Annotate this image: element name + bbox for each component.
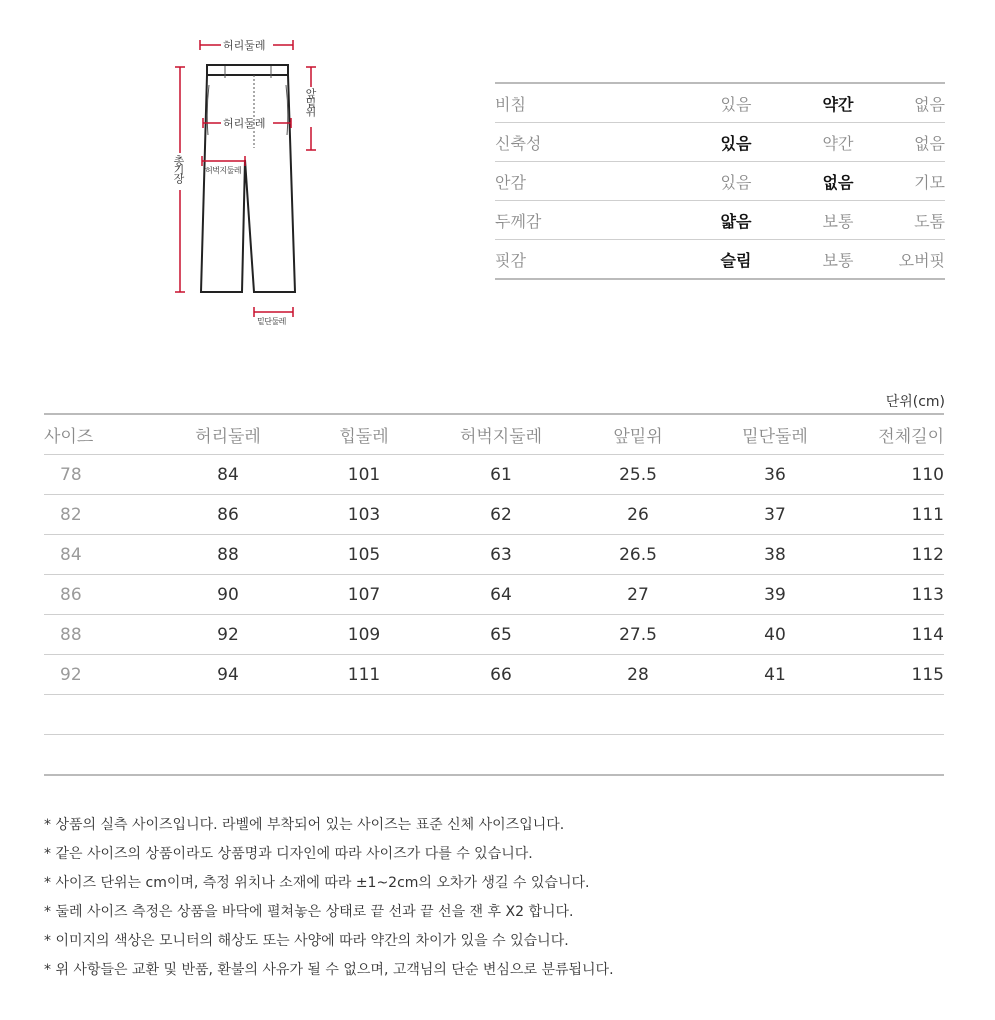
table-cell: 111	[911, 504, 944, 525]
waist-top-label: 허리둘레	[223, 39, 266, 52]
header-cell: 전체길이	[878, 427, 944, 447]
table-cell: 27	[627, 584, 649, 605]
property-row-stretch	[495, 123, 945, 162]
table-cell: 62	[490, 504, 512, 525]
table-cell: 61	[490, 464, 512, 485]
table-row	[44, 495, 944, 535]
property-name: 핏감	[495, 250, 526, 270]
table-cell: 27.5	[619, 624, 657, 645]
property-row-fit	[495, 240, 945, 280]
property-option: 오버핏	[898, 250, 945, 270]
empty-row	[44, 735, 944, 776]
property-name: 비침	[495, 94, 526, 114]
table-cell: 109	[347, 624, 381, 645]
table-cell: 103	[347, 504, 381, 525]
note-item: * 사이즈 단위는 cm이며, 측정 위치나 소재에 따라 ±1~2cm의 오차가 생길 수 있습니다.	[44, 875, 590, 891]
property-option: 없음	[914, 133, 945, 153]
size-cell: 84	[60, 544, 82, 565]
table-cell: 66	[490, 664, 512, 685]
waist-mid-label: 허리둘레	[223, 117, 266, 130]
size-cell: 88	[60, 624, 82, 645]
table-cell: 63	[490, 544, 512, 565]
size-cell: 78	[60, 464, 82, 485]
table-cell: 88	[217, 544, 239, 565]
table-cell: 115	[911, 664, 944, 685]
total-length-label: 총기장	[172, 155, 185, 182]
header-cell: 허리둘레	[195, 427, 261, 447]
note-item: * 상품의 실측 사이즈입니다. 라벨에 부착되어 있는 사이즈는 표준 신체 사이즈입니다.	[44, 817, 565, 833]
table-cell: 25.5	[619, 464, 657, 485]
table-row	[44, 535, 944, 575]
table-cell: 105	[347, 544, 381, 565]
size-table-header	[44, 415, 944, 455]
header-cell: 힙둘레	[339, 427, 389, 447]
property-name: 두께감	[495, 211, 542, 231]
pants-outline-svg	[160, 30, 330, 340]
property-option-selected: 약간	[822, 94, 854, 114]
property-option: 없음	[914, 94, 945, 114]
table-row	[44, 575, 944, 615]
property-row-lining	[495, 162, 945, 201]
size-cell: 86	[60, 584, 82, 605]
table-cell: 114	[911, 624, 944, 645]
table-cell: 90	[217, 584, 239, 605]
property-name: 안감	[495, 172, 526, 192]
table-row	[44, 615, 944, 655]
property-option-selected: 없음	[822, 172, 854, 192]
fabric-properties-table	[495, 82, 945, 280]
table-cell: 65	[490, 624, 512, 645]
table-cell: 92	[217, 624, 239, 645]
table-cell: 26	[627, 504, 649, 525]
table-cell: 101	[347, 464, 381, 485]
pants-measurement-diagram	[160, 30, 330, 340]
property-option: 보통	[822, 250, 854, 270]
table-cell: 113	[911, 584, 944, 605]
property-option: 있음	[720, 172, 752, 192]
property-row-see-through	[495, 84, 945, 123]
table-cell: 39	[764, 584, 786, 605]
property-option: 약간	[822, 133, 854, 153]
notes-list	[44, 814, 944, 988]
table-cell: 64	[490, 584, 512, 605]
note-item: * 둘레 사이즈 측정은 상품을 바닥에 펼쳐놓은 상태로 끝 선과 끝 선을 잰 후 X2 합니다.	[44, 904, 574, 920]
table-cell: 41	[764, 664, 786, 685]
property-option: 도톰	[914, 211, 945, 231]
table-cell: 94	[217, 664, 239, 685]
property-option: 기모	[914, 172, 945, 192]
unit-label: 단위(cm)	[885, 394, 945, 410]
header-cell: 밑단둘레	[742, 427, 808, 447]
table-cell: 37	[764, 504, 786, 525]
size-cell: 82	[60, 504, 82, 525]
table-row	[44, 655, 944, 695]
front-rise-label: 앞밑위	[304, 88, 317, 115]
property-option: 있음	[720, 94, 752, 114]
property-option-selected: 슬림	[720, 250, 752, 270]
empty-row	[44, 695, 944, 735]
property-row-thickness	[495, 201, 945, 240]
property-name: 신축성	[495, 133, 542, 153]
size-table	[44, 413, 944, 776]
table-cell: 110	[911, 464, 944, 485]
header-cell: 앞밑위	[613, 427, 663, 447]
table-cell: 112	[911, 544, 944, 565]
table-row	[44, 455, 944, 495]
table-cell: 107	[347, 584, 381, 605]
table-cell: 26.5	[619, 544, 657, 565]
table-cell: 38	[764, 544, 786, 565]
table-cell: 111	[347, 664, 381, 685]
note-item: * 같은 사이즈의 상품이라도 상품명과 디자인에 따라 사이즈가 다를 수 있습니다.	[44, 846, 533, 862]
property-option-selected: 얇음	[720, 211, 752, 231]
property-option-selected: 있음	[720, 133, 752, 153]
header-cell: 허벅지둘레	[459, 427, 543, 447]
table-cell: 36	[764, 464, 786, 485]
table-cell: 40	[764, 624, 786, 645]
table-cell: 86	[217, 504, 239, 525]
note-item: * 이미지의 색상은 모니터의 해상도 또는 사양에 따라 약간의 차이가 있을 수 있습니다.	[44, 933, 569, 949]
pants-outline	[201, 65, 295, 292]
note-item: * 위 사항들은 교환 및 반품, 환불의 사유가 될 수 없으며, 고객님의 단순 변심으로 분류됩니다.	[44, 962, 614, 978]
size-cell: 92	[60, 664, 82, 685]
table-cell: 28	[627, 664, 649, 685]
header-cell: 사이즈	[44, 427, 94, 447]
thigh-label: 허벅지둘레	[205, 166, 242, 175]
property-option: 보통	[822, 211, 854, 231]
table-cell: 84	[217, 464, 239, 485]
hem-label: 밑단둘레	[257, 317, 286, 326]
